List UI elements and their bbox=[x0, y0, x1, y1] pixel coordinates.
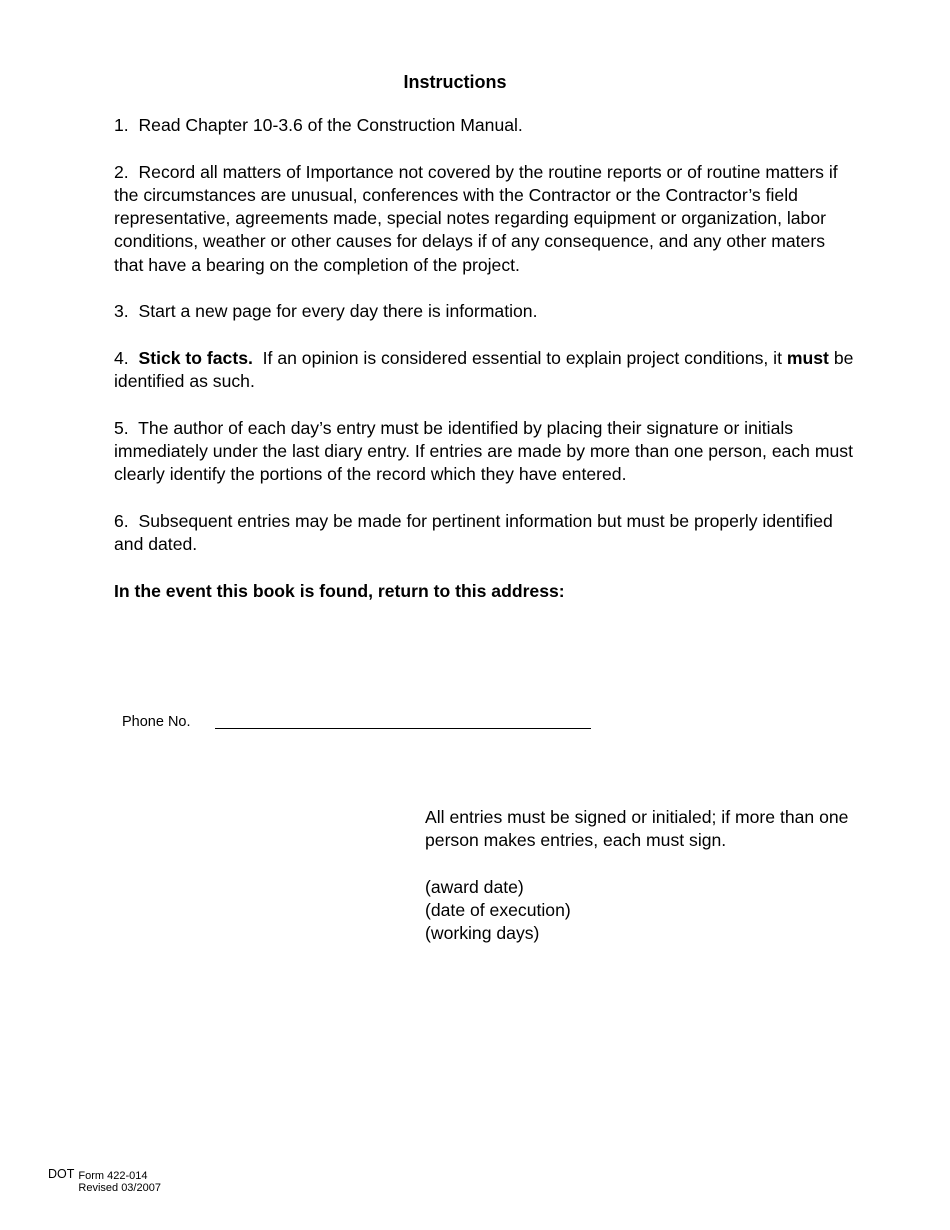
item-text: If an opinion is considered essential to explain project conditions, it bbox=[262, 347, 782, 368]
return-address-heading: In the event this book is found, return to this address: bbox=[114, 581, 565, 601]
signature-notice: All entries must be signed or initialed; if more than one person makes entries, each must sign. bbox=[425, 807, 849, 851]
signature-notice-block bbox=[425, 806, 855, 946]
item-text: The author of each day’s entry must be identified by placing their signature or initials immediately under the last diary entry. If entries are made by more than one person, each must clearly identify the portions of the record which they have entered. bbox=[114, 417, 853, 485]
item-number: 1. bbox=[114, 115, 129, 135]
date-lines bbox=[425, 876, 855, 946]
item-bold-emphasis: must bbox=[786, 347, 829, 368]
item-number: 2. bbox=[114, 161, 129, 182]
instruction-item-2 bbox=[114, 161, 859, 277]
item-number: 6. bbox=[114, 511, 129, 532]
item-text: be identified as such. bbox=[114, 347, 854, 392]
execution-date-label: (date of execution) bbox=[425, 900, 571, 921]
item-number: 3. bbox=[114, 301, 129, 322]
agency-label: DOT bbox=[48, 1167, 75, 1181]
form-footer bbox=[48, 1168, 161, 1194]
revision-date: Revised 03/2007 bbox=[78, 1182, 161, 1194]
phone-number-line bbox=[215, 728, 591, 729]
item-text: Start a new page for every day there is information. bbox=[138, 301, 538, 322]
item-number: 5. bbox=[114, 417, 129, 438]
instruction-item-4 bbox=[114, 347, 859, 394]
item-text: Subsequent entries may be made for pertinent information but must be properly identified and dated. bbox=[114, 511, 833, 555]
instruction-item-1 bbox=[114, 114, 859, 137]
item-bold-lead: Stick to facts. bbox=[138, 347, 253, 368]
phone-label: Phone No. bbox=[122, 714, 191, 730]
instruction-item-6 bbox=[114, 510, 859, 557]
form-info bbox=[78, 1168, 161, 1194]
item-text: Read Chapter 10-3.6 of the Construction Manual. bbox=[138, 115, 523, 135]
item-text: Record all matters of Importance not covered by the routine reports or of routine matters if the circumstances are unusual, conferences with the Contractor or the Contractor’s field representative, agreements made, special notes regarding equipment or organization, labor conditions, weather or other causes for delays if of any consequence, and any other maters that have a bearing on the completion of the project. bbox=[114, 161, 838, 275]
page-title: Instructions bbox=[403, 72, 507, 92]
form-number: Form 422-014 bbox=[78, 1170, 148, 1182]
instruction-item-5 bbox=[114, 417, 859, 487]
working-days-label: (working days) bbox=[425, 923, 540, 944]
instructions-list bbox=[114, 114, 859, 580]
instruction-item-3 bbox=[114, 300, 859, 323]
award-date-label: (award date) bbox=[425, 876, 524, 897]
item-number: 4. bbox=[114, 347, 129, 368]
